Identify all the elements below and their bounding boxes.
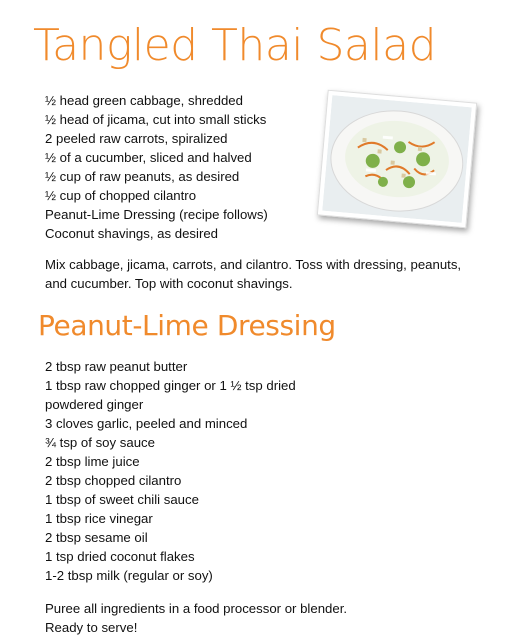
ingredient-item: 2 tbsp chopped cilantro	[45, 473, 182, 488]
ingredient-item: 2 tbsp sesame oil	[45, 530, 148, 545]
ingredient-item: 1 tsp dried coconut flakes	[45, 549, 195, 564]
ingredient-item: 1 tbsp rice vinegar	[45, 511, 153, 526]
ingredient-item: 1 tbsp raw chopped ginger or 1 ½ tsp dried	[45, 378, 296, 393]
instruction-line: Ready to serve!	[45, 620, 138, 635]
salad-ingredient-list	[45, 91, 268, 243]
salad-photo	[317, 90, 477, 229]
ingredient-item: powdered ginger	[45, 397, 144, 412]
dressing-title: Peanut-Lime Dressing	[38, 309, 336, 342]
ingredient-item: ¾ tsp of soy sauce	[45, 435, 155, 450]
salad-instructions	[45, 255, 461, 293]
dressing-instructions	[45, 599, 347, 637]
ingredient-item: 2 peeled raw carrots, spiralized	[45, 131, 228, 146]
ingredient-item: ½ cup of chopped cilantro	[45, 188, 197, 203]
ingredient-item: ½ head green cabbage, shredded	[45, 93, 243, 108]
ingredient-item: 2 tbsp raw peanut butter	[45, 359, 188, 374]
ingredient-item: Peanut-Lime Dressing (recipe follows)	[45, 207, 268, 222]
ingredient-item: 1 tbsp of sweet chili sauce	[45, 492, 199, 507]
ingredient-item: ½ cup of raw peanuts, as desired	[45, 169, 240, 184]
recipe-title: Tangled Thai Salad	[33, 20, 437, 71]
ingredient-item: 1-2 tbsp milk (regular or soy)	[45, 568, 213, 583]
dressing-ingredient-list	[45, 357, 296, 585]
salad-bowl-image	[322, 95, 472, 223]
ingredient-item: 2 tbsp lime juice	[45, 454, 140, 469]
ingredient-item: 3 cloves garlic, peeled and minced	[45, 416, 248, 431]
ingredient-item: ½ of a cucumber, sliced and halved	[45, 150, 252, 165]
instruction-line: and cucumber. Top with coconut shavings.	[45, 276, 293, 291]
instruction-line: Mix cabbage, jicama, carrots, and cilantro. Toss with dressing, peanuts,	[45, 257, 462, 272]
ingredient-item: ½ head of jicama, cut into small sticks	[45, 112, 267, 127]
instruction-line: Puree all ingredients in a food processor or blender.	[45, 601, 348, 616]
ingredient-item: Coconut shavings, as desired	[45, 226, 219, 241]
